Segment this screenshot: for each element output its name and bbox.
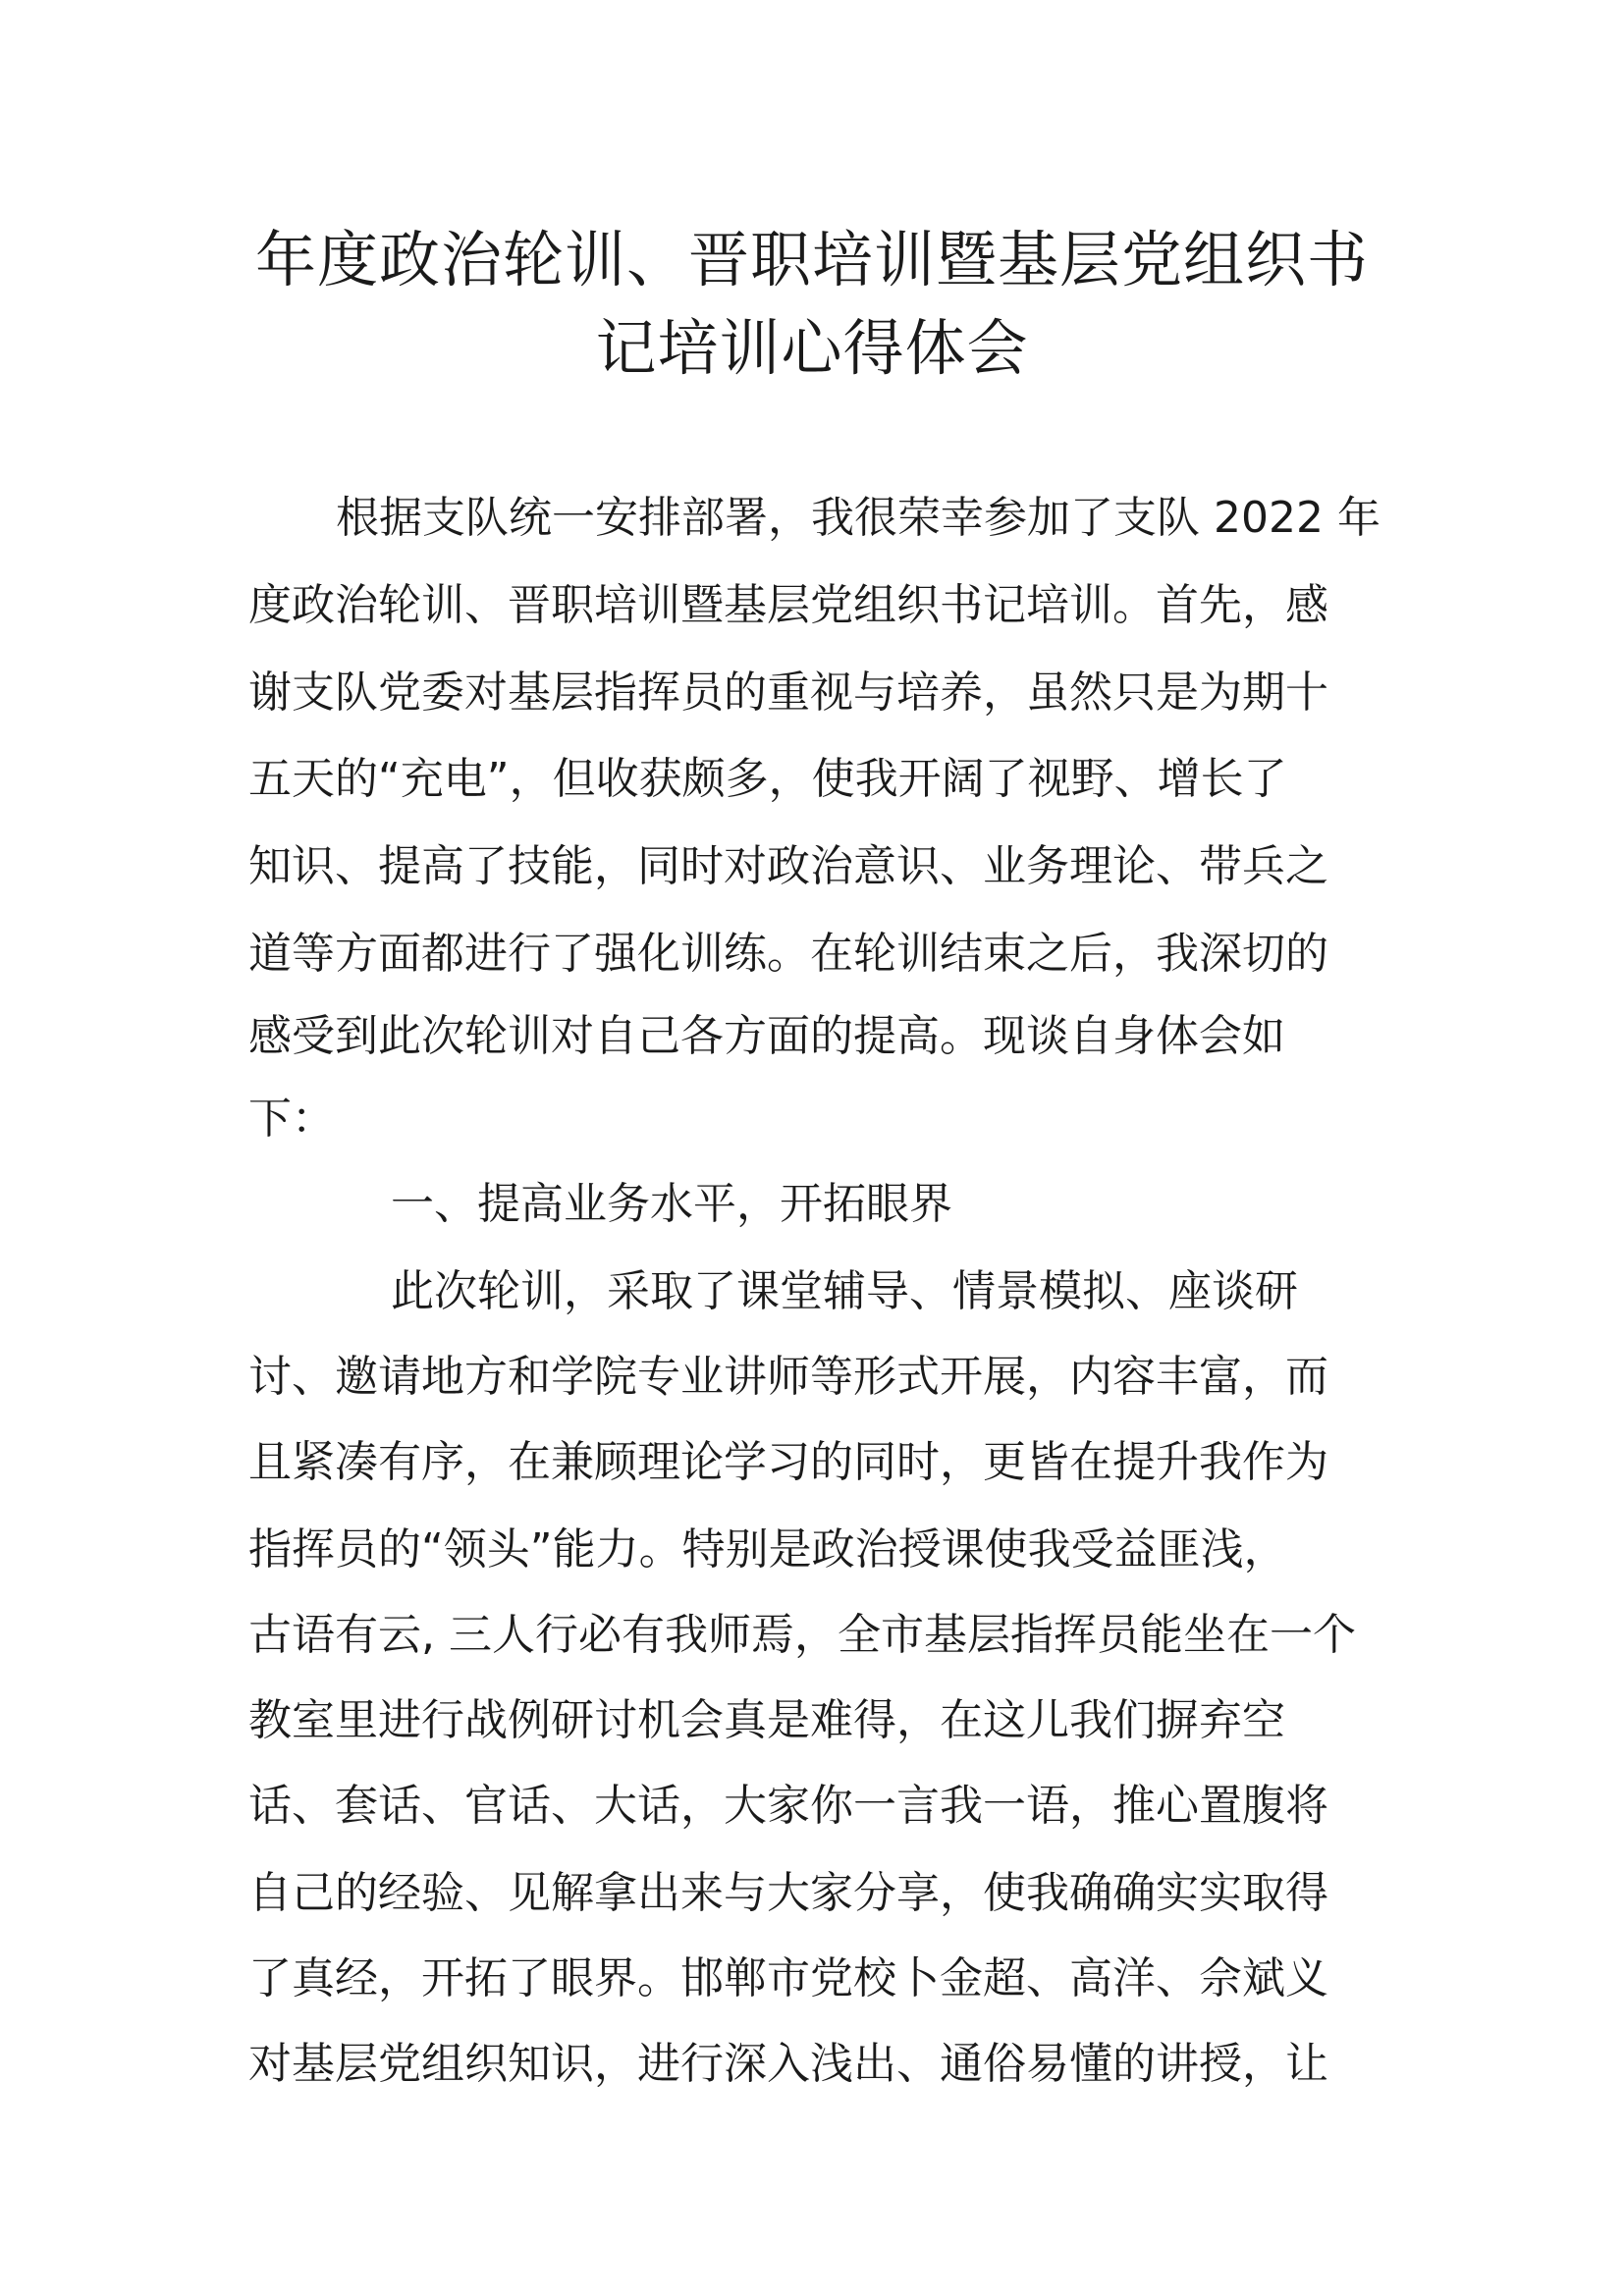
body-line: 下： [248, 1094, 335, 1144]
body-line: 指挥员的“领头”能力。特别是政治授课使我受益匪浅， [248, 1524, 1287, 1575]
body-line: 度政治轮训、晋职培训暨基层党组织书记培训。首先，感 [248, 580, 1328, 630]
body-line: 此次轮训，采取了课堂辅导、情景模拟、座谈研 [391, 1266, 1298, 1316]
document-title-line-2: 记培训心得体会 [595, 312, 1029, 384]
body-line: 话、套话、官话、大话，大家你一言我一语，推心置腹将 [248, 1781, 1328, 1831]
body-line: 古语有云, 三人行必有我师焉，全市基层指挥员能坐在一个 [248, 1610, 1356, 1660]
body-line: 感受到此次轮训对自己各方面的提高。现谈自身体会如 [248, 1011, 1285, 1061]
body-line: 道等方面都进行了强化训练。在轮训结束之后，我深切的 [248, 929, 1328, 979]
section-heading: 一、提高业务水平，开拓眼界 [391, 1179, 952, 1229]
body-line: 对基层党组织知识，进行深入浅出、通俗易懂的讲授，让 [248, 2039, 1328, 2089]
document-title-line-1: 年度政治轮训、晋职培训暨基层党组织书 [254, 224, 1369, 295]
body-line: 且紧凑有序，在兼顾理论学习的同时，更皆在提升我作为 [248, 1437, 1328, 1487]
body-line: 五天的“充电”，但收获颇多，使我开阔了视野、增长了 [248, 754, 1287, 804]
body-line: 知识、提高了技能，同时对政治意识、业务理论、带兵之 [248, 841, 1328, 891]
body-line: 自己的经验、见解拿出来与大家分享，使我确确实实取得 [248, 1868, 1328, 1918]
body-line: 讨、邀请地方和学院专业讲师等形式开展，内容丰富，而 [248, 1352, 1328, 1402]
body-line: 了真经，开拓了眼界。邯郸市党校卜金超、高洋、佘斌义 [248, 1953, 1328, 2003]
body-line: 根据支队统一安排部署，我很荣幸参加了支队 2022 年 [336, 493, 1380, 543]
body-line: 教室里进行战例研讨机会真是难得，在这儿我们摒弃空 [248, 1695, 1285, 1745]
body-line: 谢支队党委对基层指挥员的重视与培养，虽然只是为期十 [248, 667, 1328, 718]
